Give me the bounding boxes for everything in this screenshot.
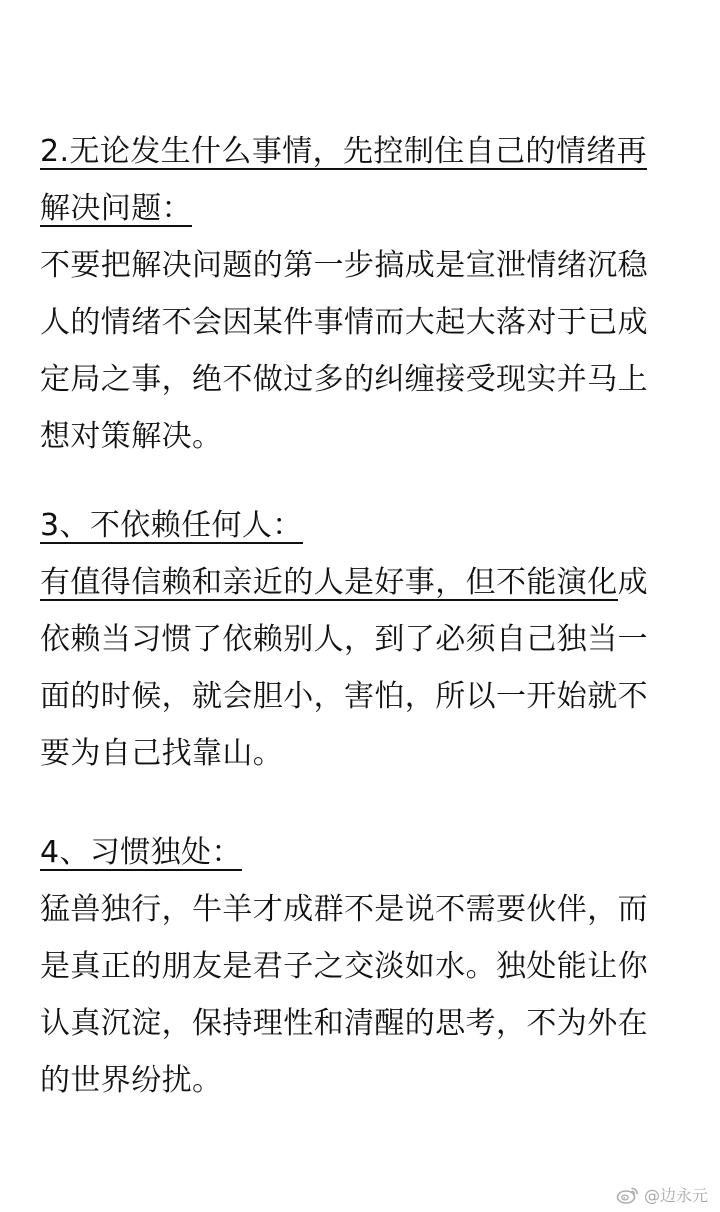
body-line: 人的情绪不会因某件事情而大起大落对于已成 [40,305,648,340]
body-line: 想对策解决。 [40,419,223,454]
body-line: 要为自己找靠山。 [40,736,284,771]
section-solitude [40,824,690,1109]
section-heading [40,824,690,881]
heading-text: 2.无论发生什么事情，先控制住自己的情绪再 [40,134,648,169]
body-line: 是真正的朋友是君子之交淡如水。独处能让你 [40,949,648,984]
section-heading [40,123,690,180]
body-line: 面的时候，就会胆小，害怕，所以一开始就不 [40,679,648,714]
weibo-icon [616,1185,640,1205]
body-line: 不要把解决问题的第一步搞成是宣泄情绪沉稳 [40,248,648,283]
heading-text: 3、不依赖任何人： [40,508,303,543]
body-line: 猛兽独行，牛羊才成群不是说不需要伙伴，而 [40,892,648,927]
body-line-underlined [40,554,690,611]
body-line: 依赖当习惯了依赖别人，到了必须自己独当一 [40,622,648,657]
body-line: 的世界纷扰。 [40,1063,223,1098]
heading-text: 4、习惯独处： [40,835,242,870]
body-line: 定局之事，绝不做过多的纠缠接受现实并马上 [40,362,648,397]
section-heading-continued [40,180,690,237]
body-line: 认真沉淀，保持理性和清醒的思考，不为外在 [40,1006,648,1041]
underlined-text: 有值得信赖和亲近的人是好事，但不能演化 [40,565,618,600]
heading-text: 解决问题： [40,191,192,226]
watermark-text: @边永元 [643,1186,708,1205]
section-independence [40,497,690,782]
section-heading [40,497,690,554]
section-emotion-control [40,123,690,465]
weibo-watermark [616,1183,708,1206]
plain-text: 成 [617,565,649,600]
